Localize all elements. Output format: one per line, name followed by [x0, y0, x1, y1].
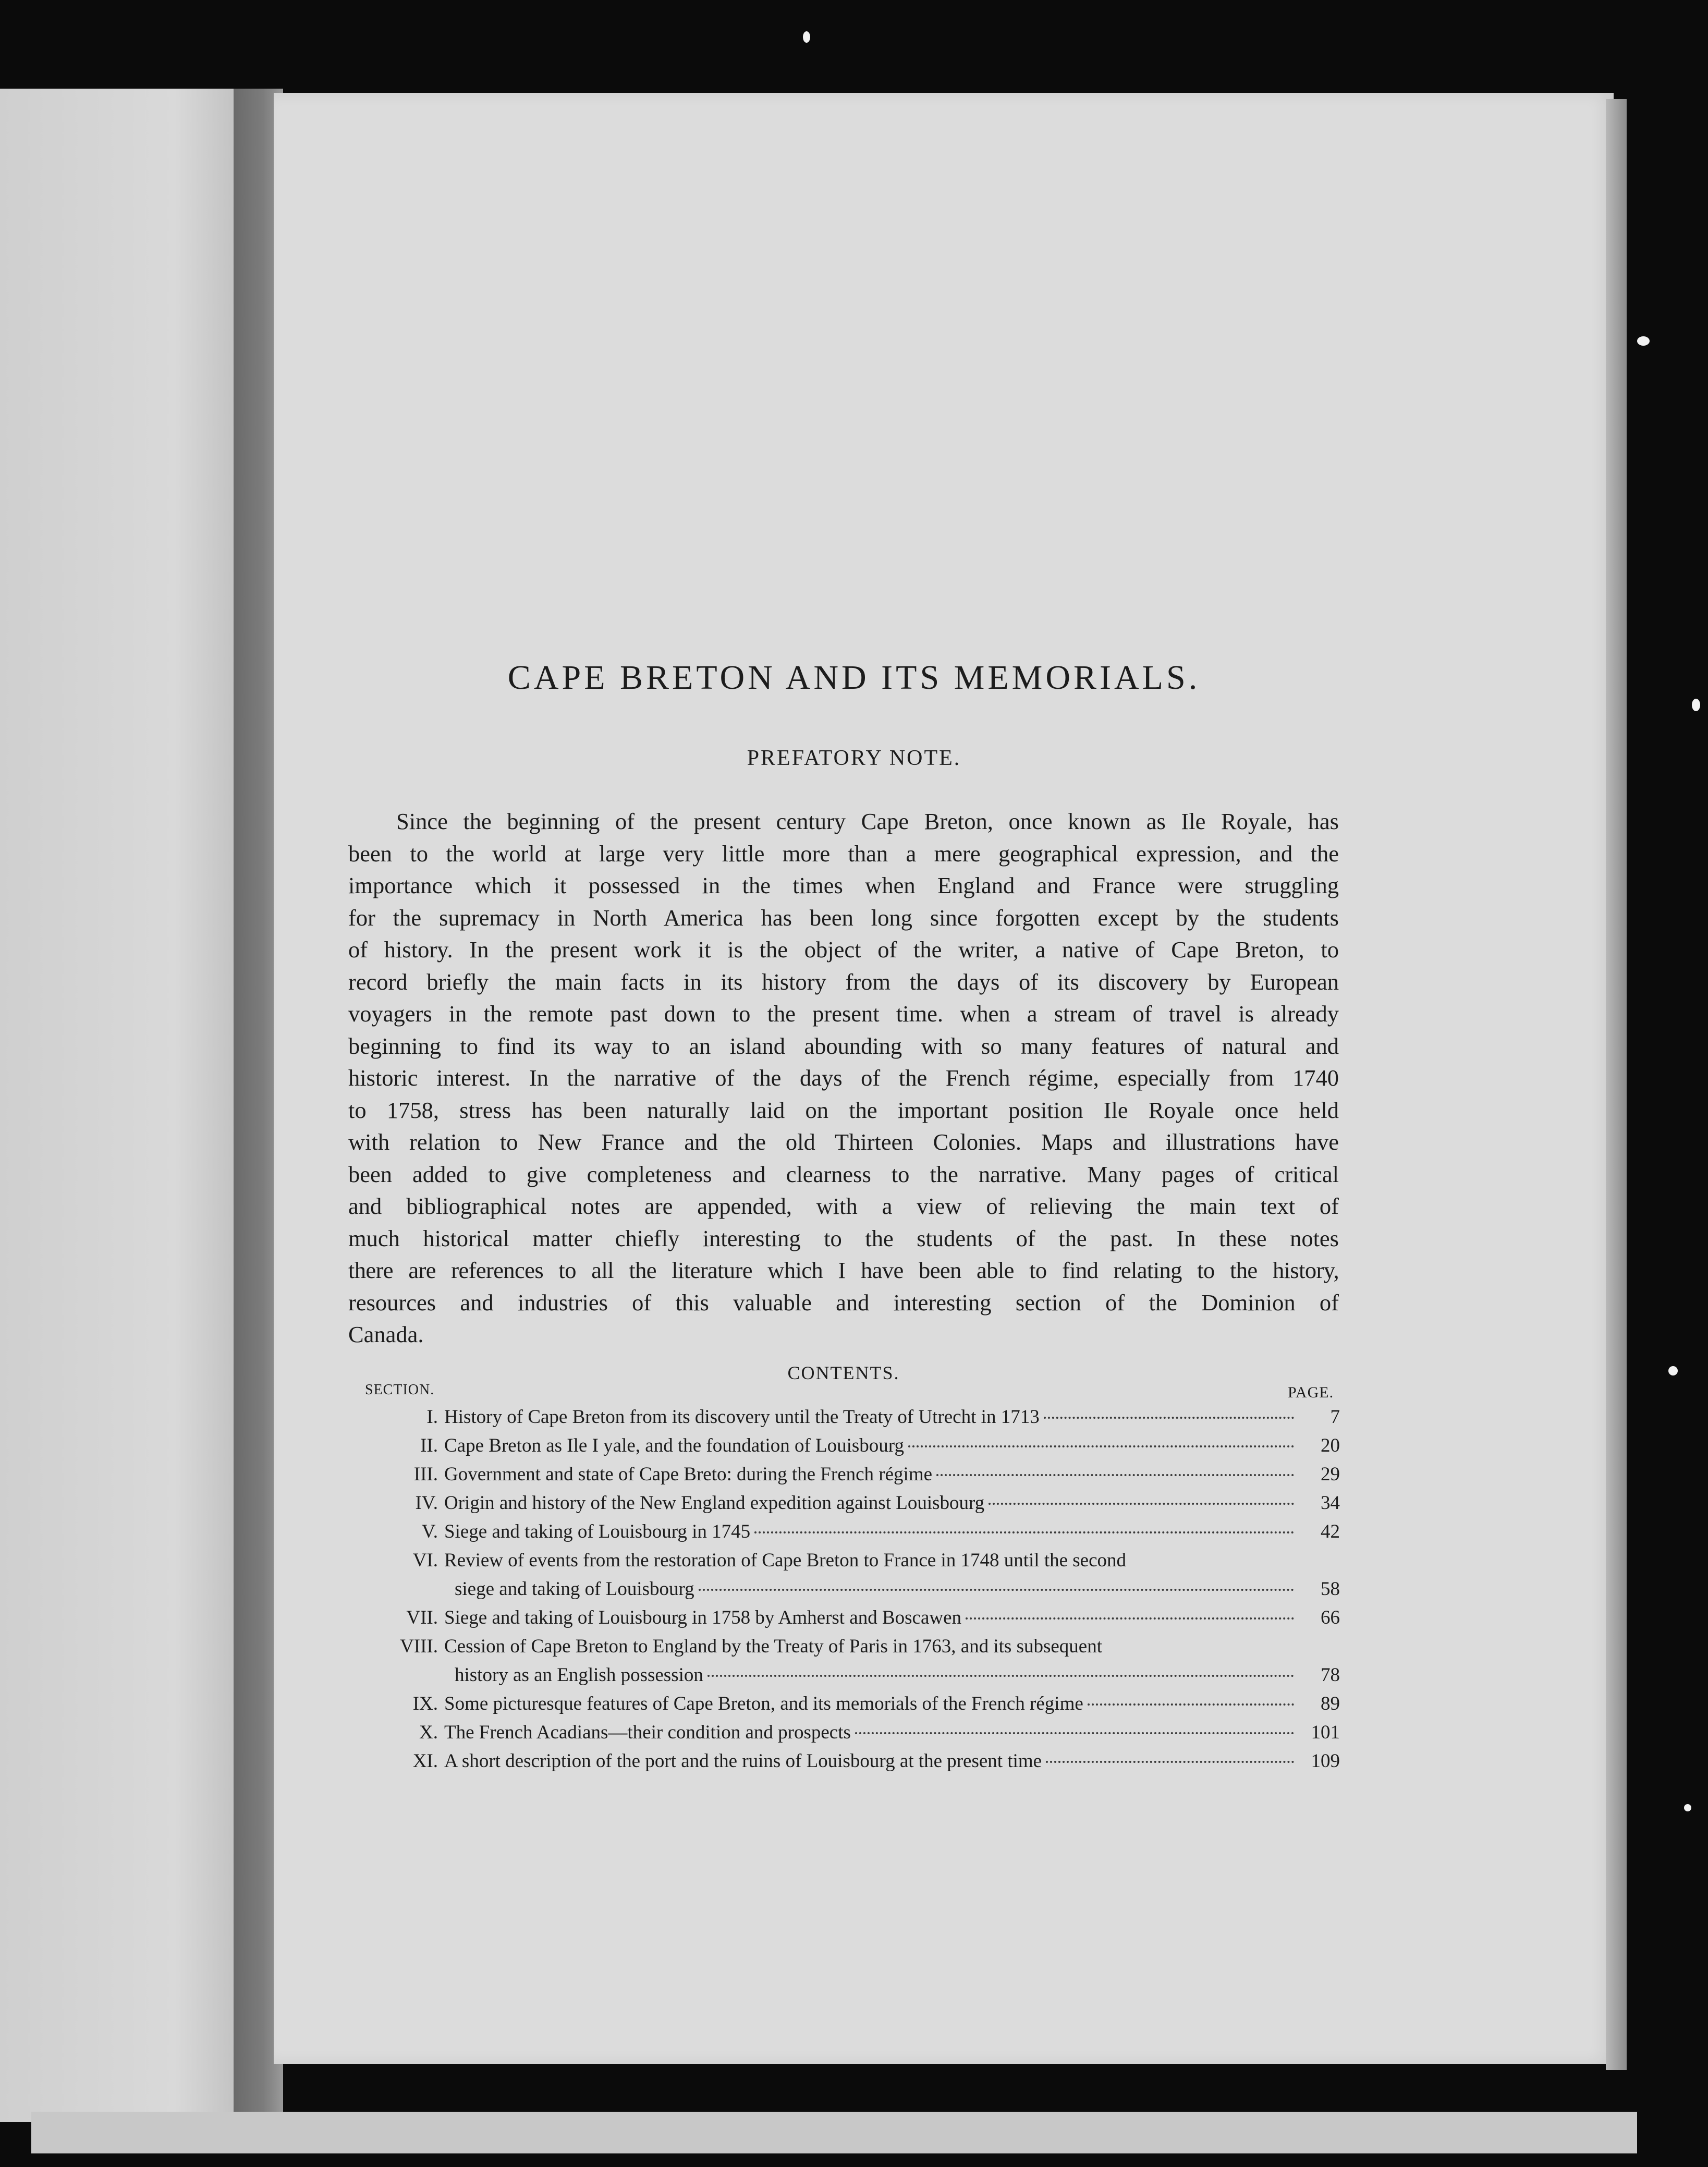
previous-page-edge	[0, 89, 250, 2122]
text-line: with relation to New France and the old Thirteen Colonies. Maps and illustrations have	[348, 1129, 1339, 1155]
text-line: and bibliographical notes are appended, with a view of relieving the main text of	[348, 1193, 1339, 1219]
text-line: there are references to all the literature which I have been able to find relating to the history,	[348, 1257, 1339, 1283]
toc-entry	[365, 1431, 1340, 1460]
toc-title: Origin and history of the New England expedition against Louisbourg	[444, 1492, 985, 1514]
prefatory-note	[348, 806, 1339, 1351]
toc-section-number: X.	[419, 1722, 438, 1743]
toc-entry	[365, 1718, 1340, 1747]
toc-section-number: IX.	[412, 1693, 438, 1714]
text-line: much historical matter chiefly interesting to the students of the past. In these notes	[348, 1225, 1339, 1251]
toc-entry	[365, 1603, 1340, 1632]
toc-section-number: V.	[421, 1521, 438, 1542]
section-column-label: SECTION.	[365, 1382, 435, 1398]
toc-page-number: 89	[1321, 1693, 1340, 1714]
page-edge	[1606, 99, 1627, 2070]
toc-section-number: XI.	[412, 1750, 438, 1772]
text-line: been added to give completeness and clearness to the narrative. Many pages of critical	[348, 1161, 1339, 1187]
toc-leader-dots	[936, 1474, 1294, 1476]
toc-leader-dots	[908, 1445, 1294, 1447]
toc-page-number: 101	[1311, 1722, 1340, 1743]
text-line: record briefly the main facts in its history from the days of its discovery by European	[348, 968, 1339, 995]
toc-section-number: VII.	[406, 1607, 438, 1628]
toc-entry	[365, 1747, 1340, 1775]
toc-page-number: 29	[1321, 1464, 1340, 1485]
text-line: beginning to find its way to an island abounding with so many features of natural and	[348, 1032, 1339, 1059]
text-line: to 1758, stress has been naturally laid on the important position Ile Royale once held	[348, 1097, 1339, 1123]
toc-section-number: III.	[413, 1464, 438, 1485]
toc-page-number: 7	[1330, 1406, 1340, 1428]
scan-speck	[1637, 336, 1650, 346]
text-line: been to the world at large very little more than a mere geographical expression, and the	[348, 840, 1339, 867]
toc-section-number: VI.	[412, 1550, 438, 1571]
toc-page-number: 42	[1321, 1521, 1340, 1542]
text-line: for the supremacy in North America has been long since forgotten except by the students	[348, 904, 1339, 931]
toc-entry	[365, 1460, 1340, 1489]
page-title: CAPE BRETON AND ITS MEMORIALS.	[507, 659, 1201, 697]
toc-page-number: 66	[1321, 1607, 1340, 1628]
text-line: importance which it possessed in the times when England and France were struggling	[348, 872, 1339, 898]
toc-page-number: 78	[1321, 1664, 1340, 1686]
toc-leader-dots	[1088, 1703, 1294, 1706]
toc-title: Siege and taking of Louisbourg in 1758 by Amherst and Boscawen	[444, 1607, 962, 1628]
toc-page-number: 20	[1321, 1435, 1340, 1456]
toc-title: history as an English possession	[455, 1664, 703, 1686]
toc-leader-dots	[855, 1732, 1294, 1734]
table-of-contents	[365, 1403, 1340, 1775]
toc-entry	[365, 1632, 1340, 1689]
toc-page-number: 34	[1321, 1492, 1340, 1514]
toc-entry	[365, 1517, 1340, 1546]
toc-section-number: VIII.	[400, 1636, 438, 1657]
toc-entry	[365, 1546, 1340, 1603]
toc-leader-dots	[1044, 1417, 1294, 1419]
toc-leader-dots	[966, 1617, 1294, 1620]
toc-title: Siege and taking of Louisbourg in 1745	[444, 1521, 751, 1542]
toc-title: Cession of Cape Breton to England by the Treaty of Paris in 1763, and its subsequent	[444, 1636, 1102, 1657]
page-column-label: PAGE.	[1288, 1384, 1334, 1401]
toc-section-number: I.	[426, 1406, 438, 1428]
toc-title: Some picturesque features of Cape Breton, and its memorials of the French régime	[444, 1693, 1083, 1714]
scan-speck	[803, 31, 810, 43]
toc-entry	[365, 1403, 1340, 1431]
text-line: Canada.	[348, 1321, 424, 1347]
text-line: resources and industries of this valuable and interesting section of the Dominion of	[348, 1289, 1339, 1316]
toc-leader-dots	[699, 1589, 1294, 1591]
toc-leader-dots	[707, 1675, 1294, 1677]
text-line: Since the beginning of the present century Cape Breton, once known as Ile Royale, has	[396, 808, 1339, 834]
toc-title: Government and state of Cape Breto: during the French régime	[444, 1464, 933, 1485]
toc-title: History of Cape Breton from its discovery until the Treaty of Utrecht in 1713	[444, 1406, 1040, 1428]
bottom-page-edge	[31, 2112, 1637, 2153]
toc-leader-dots	[754, 1531, 1294, 1533]
toc-entry	[365, 1689, 1340, 1718]
toc-section-number: II.	[420, 1435, 438, 1456]
text-line: of history. In the present work it is the object of the writer, a native of Cape Breton, to	[348, 936, 1339, 963]
toc-page-number: 109	[1311, 1750, 1340, 1772]
scan-speck	[1684, 1804, 1691, 1811]
toc-title: The French Acadians—their condition and prospects	[444, 1722, 851, 1743]
toc-section-number: IV.	[415, 1492, 438, 1514]
toc-leader-dots	[989, 1503, 1294, 1505]
toc-title: Review of events from the restoration of Cape Breton to France in 1748 until the second	[444, 1550, 1127, 1571]
text-line: historic interest. In the narrative of the days of the French régime, especially from 1740	[348, 1065, 1339, 1091]
toc-title: Cape Breton as Ile I yale, and the foundation of Louisbourg	[444, 1435, 904, 1456]
section-title: PREFATORY NOTE.	[747, 746, 961, 770]
toc-leader-dots	[1046, 1761, 1294, 1763]
toc-entry	[365, 1489, 1340, 1517]
text-line: voyagers in the remote past down to the present time. when a stream of travel is already	[348, 1001, 1339, 1027]
contents-heading: CONTENTS.	[787, 1362, 900, 1383]
scan-speck	[1692, 699, 1700, 711]
toc-title: A short description of the port and the ruins of Louisbourg at the present time	[444, 1750, 1042, 1772]
toc-title: siege and taking of Louisbourg	[455, 1578, 694, 1600]
toc-page-number: 58	[1321, 1578, 1340, 1600]
